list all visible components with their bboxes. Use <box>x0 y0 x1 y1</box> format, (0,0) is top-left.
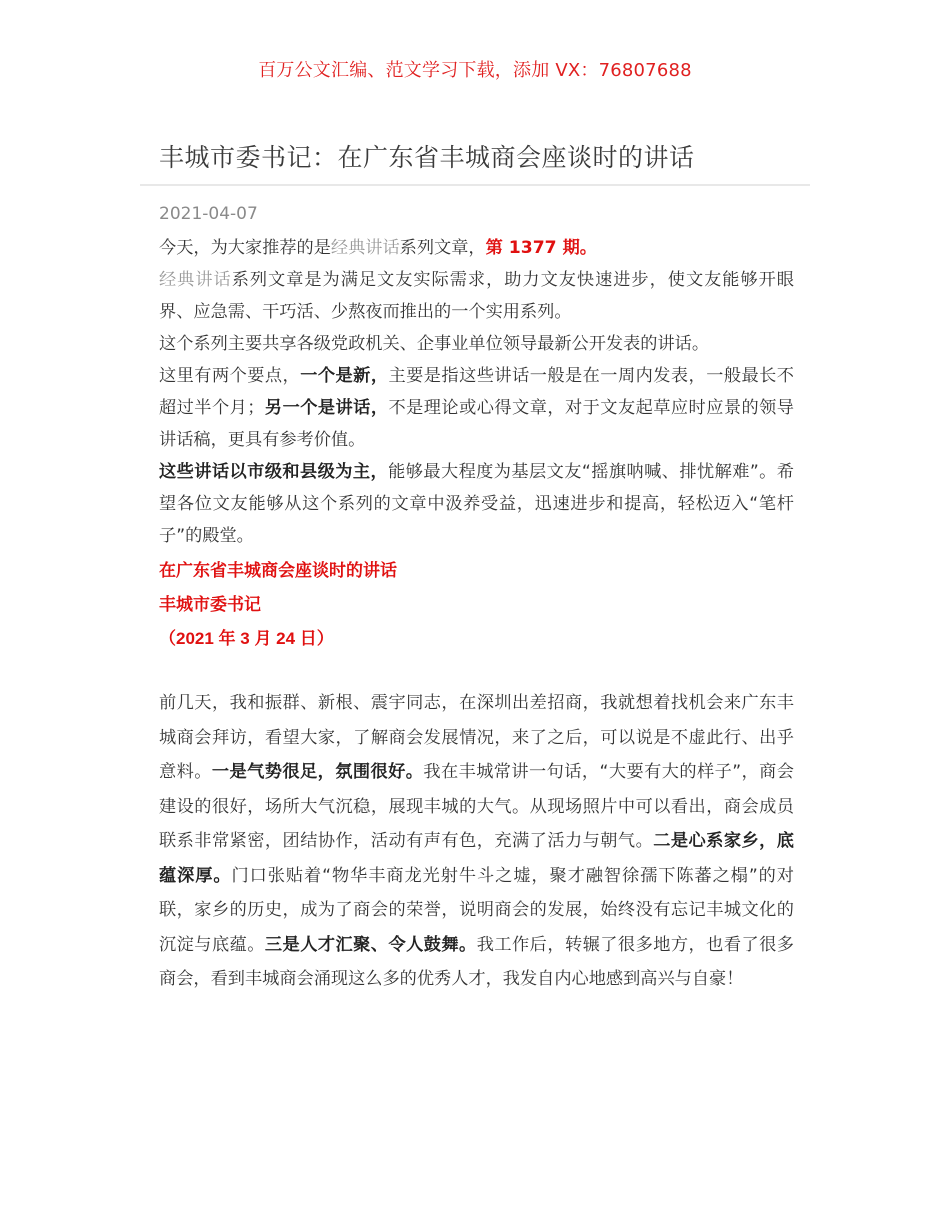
intro-text: 不是理论或心得文章，对于文友起草应时应景的领导讲话稿，更具有参考价值。 <box>159 398 794 450</box>
speech-point-1: 一是气势很足，氛围很好。 <box>211 762 424 782</box>
speech-title: 在广东省丰城商会座谈时的讲话 <box>159 561 397 580</box>
speech-header <box>159 554 794 656</box>
speech-body <box>159 686 794 997</box>
intro-text: 能够最大程度为基层文友“摇旗呐喊、排忧解难”。希望各位文友能够从这个系列的文章中汲养受益，迅速进步和提高，轻松迈入“笔杆子”的殿堂。 <box>159 462 794 546</box>
key-point-speech: 另一个是讲话， <box>264 398 389 418</box>
issue-number: 第 1377 期。 <box>485 238 597 258</box>
title-divider <box>140 184 810 186</box>
intro-text: 这里有两个要点， <box>159 366 301 386</box>
article-title: 丰城市委书记：在广东省丰城商会座谈时的讲话 <box>159 143 695 172</box>
speech-point-2: 二是心系家乡，底蕴深厚。 <box>159 831 794 886</box>
intro-text: 系列文章是为满足文友实际需求，助力文友快速进步，使文友能够开眼界、应急需、干巧活、少熬夜而推出的一个实用系列。 <box>159 270 794 322</box>
intro-text: 系列文章， <box>399 238 486 258</box>
speech-speaker: 丰城市委书记 <box>159 595 261 614</box>
key-point-level: 这些讲话以市级和县级为主， <box>159 462 389 482</box>
intro-paragraph-5 <box>159 456 794 552</box>
key-point-new: 一个是新， <box>300 366 389 386</box>
publish-date: 2021-04-07 <box>159 204 258 224</box>
speech-date: （2021 年 3 月 24 日） <box>159 629 334 648</box>
article-intro <box>159 232 794 656</box>
speech-text: 前几天，我和振群、新根、震宇同志，在深圳出差招商，我就想着找机会来广东丰城商会拜访，看望大家，了解商会发展情况，来了之后，可以说是不虚此行、出乎意料。 <box>159 693 794 782</box>
promo-banner: 百万公文汇编、范文学习下载，添加 VX：76807688 <box>258 60 692 81</box>
series-name: 经典讲话 <box>330 238 400 258</box>
intro-paragraph-3: 这个系列主要共享各级党政机关、企事业单位领导最新公开发表的讲话。 <box>159 334 710 354</box>
speech-text: 我在丰城常讲一句话，“大要有大的样子”，商会建设的很好，场所大气沉稳，展现丰城的大气。从现场照片中可以看出，商会成员联系非常紧密，团结协作，活动有声有色，充满了活力与朝气。 <box>159 762 794 851</box>
intro-paragraph-1 <box>159 232 794 264</box>
intro-paragraph-2 <box>159 264 794 328</box>
intro-paragraph-4 <box>159 360 794 456</box>
speech-text: 门口张贴着“物华丰商龙光射牛斗之墟，聚才融智徐孺下陈蕃之榻”的对联，家乡的历史，成为了商会的荣誉，说明商会的发展，始终没有忘记丰城文化的沉淀与底蕴。 <box>159 865 794 955</box>
intro-text: 主要是指这些讲话一般是在一周内发表，一般最长不超过半个月； <box>159 366 794 418</box>
intro-text: 今天，为大家推荐的是 <box>159 238 331 258</box>
speech-point-3: 三是人才汇聚、令人鼓舞。 <box>264 934 477 955</box>
series-name: 经典讲话 <box>159 270 232 290</box>
speech-text: 我工作后，转辗了很多地方，也看了很多商会，看到丰城商会涌现这么多的优秀人才，我发自内心地感到高兴与自豪！ <box>159 934 794 989</box>
